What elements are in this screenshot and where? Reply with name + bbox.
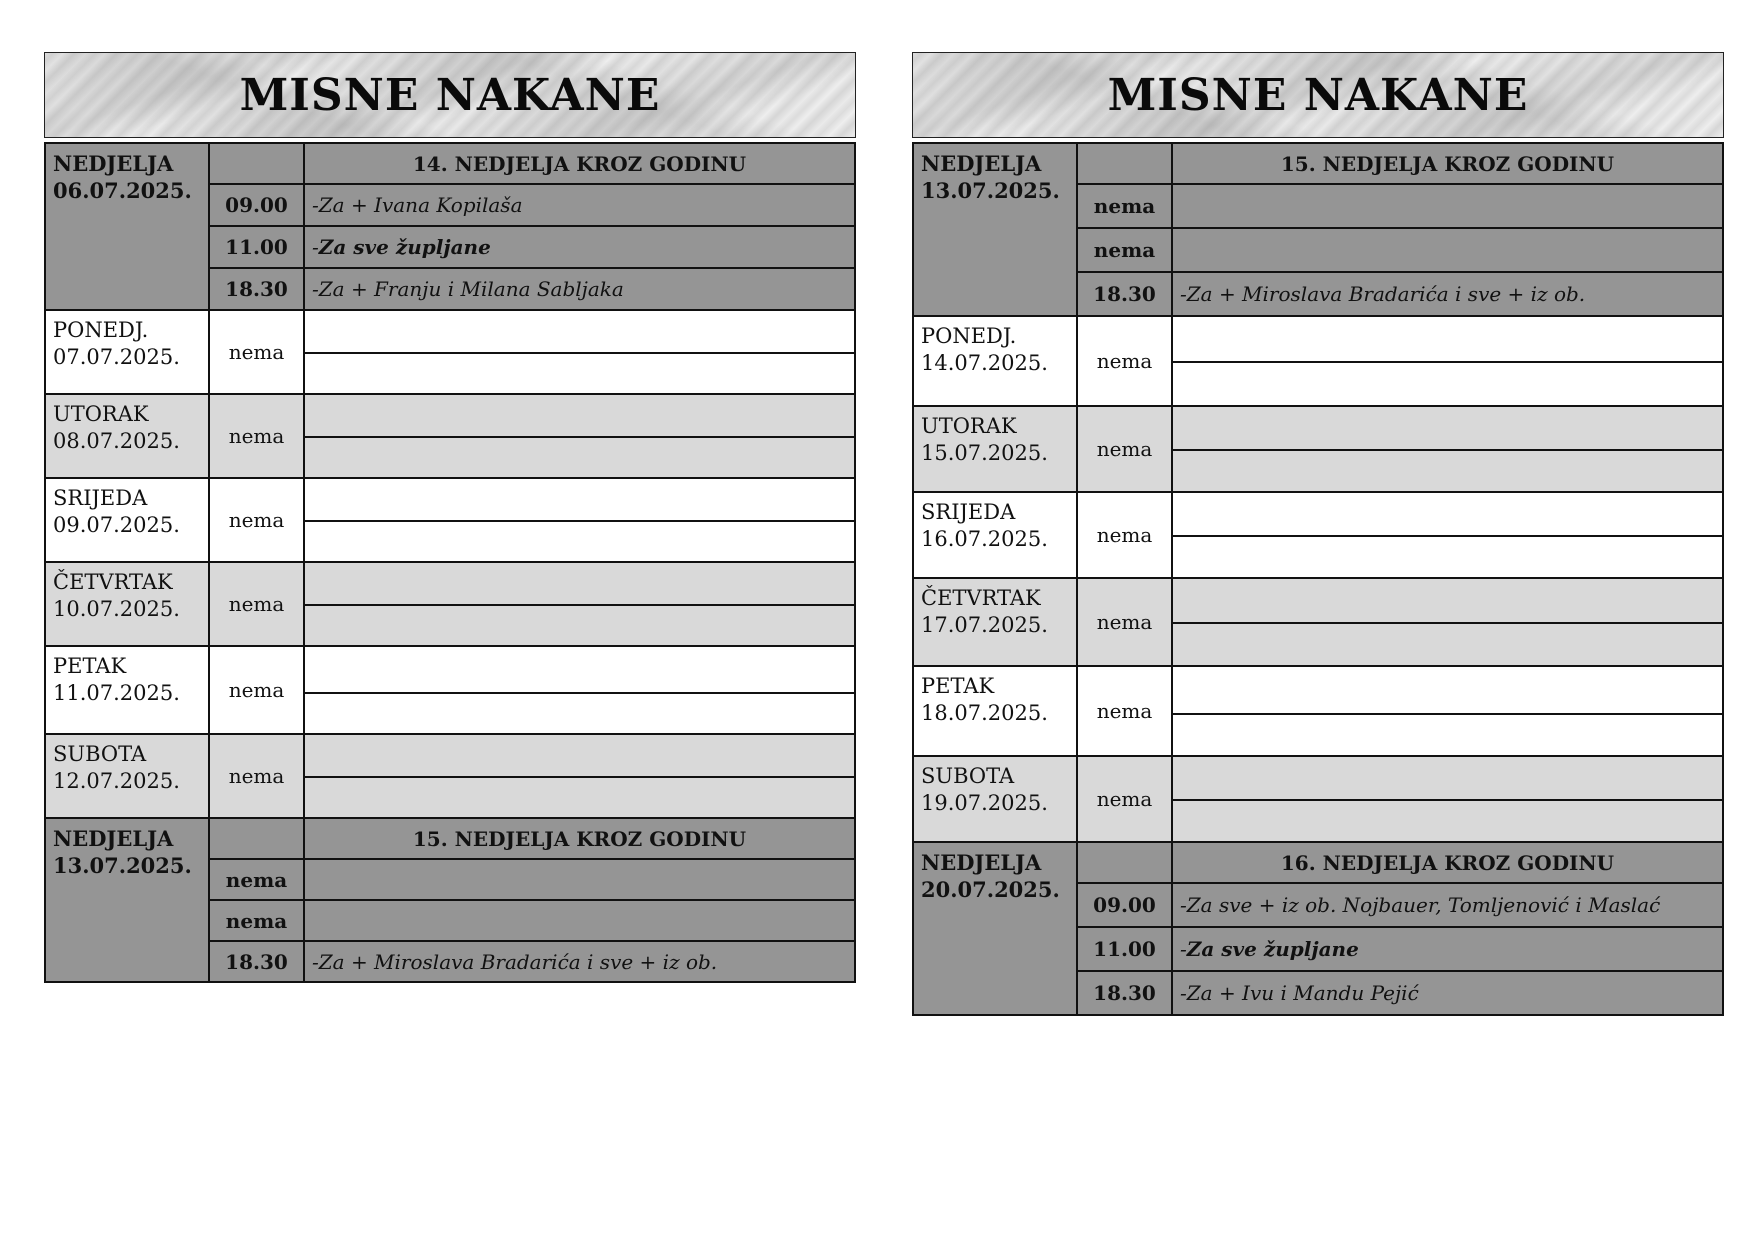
mass-time: nema [1078,579,1173,665]
mass-time: nema [1078,667,1173,755]
day-name: PETAK [921,674,995,698]
intention-column [1173,144,1722,315]
intention-line [305,647,854,692]
intention-line [305,520,854,561]
day-cell [914,667,1078,755]
day-cell [914,843,1078,1014]
day-name: PONEDJ. [53,318,149,342]
mass-time: 18.30 [210,940,303,981]
day-name: NEDJELJA [53,151,174,176]
intention-column [305,563,854,645]
intention-line [1173,579,1722,622]
day-cell [46,479,210,561]
day-name: SRIJEDA [921,500,1016,524]
header-spacer [1078,144,1171,183]
day-date: 08.07.2025. [53,429,180,453]
mass-intention [1173,227,1722,271]
mass-time: 09.00 [210,183,303,225]
intention-line [1173,361,1722,405]
mass-time: nema [210,858,303,899]
day-cell [914,144,1078,315]
weekday-block [914,577,1722,665]
day-cell [914,407,1078,491]
day-date: 12.07.2025. [53,769,180,793]
sunday-block [914,841,1722,1014]
mass-time: nema [1078,493,1173,577]
weekday-block [914,491,1722,577]
intention-column [1173,667,1722,755]
day-cell [914,317,1078,405]
intention-line [305,604,854,645]
intention-line [1173,449,1722,491]
intention-line [1173,667,1722,713]
day-cell [914,757,1078,841]
day-cell [46,563,210,645]
day-name: NEDJELJA [921,850,1042,875]
time-column [210,819,305,981]
mass-time: nema [210,479,305,561]
mass-time: 18.30 [1078,271,1171,315]
day-date: 17.07.2025. [921,613,1048,637]
intention-column [1173,493,1722,577]
day-date: 16.07.2025. [921,527,1048,551]
title-banner [912,52,1724,138]
intention-line [305,776,854,817]
day-cell [46,819,210,981]
header-spacer [1078,843,1171,882]
weekday-block [914,405,1722,491]
mass-intention: - Za + Ivu i Mandu Pejić [1173,970,1722,1014]
time-column [210,144,305,309]
week-table [44,142,856,983]
intention-line [1173,757,1722,799]
day-cell [46,395,210,477]
weekday-block [914,665,1722,755]
day-name: SRIJEDA [53,486,148,510]
mass-intention [305,858,854,899]
mass-intention: - Za sve župljane [1173,926,1722,970]
intention-column [1173,757,1722,841]
page-title: MISNE NAKANE [239,69,661,121]
intention-line [305,692,854,733]
weekday-block [46,393,854,477]
day-name: PONEDJ. [921,324,1017,348]
weekday-block [46,477,854,561]
intention-column [305,144,854,309]
weekday-block [46,309,854,393]
mass-time: nema [210,395,305,477]
day-name: NEDJELJA [53,826,174,851]
mass-time: 11.00 [1078,926,1171,970]
mass-time: 18.30 [210,267,303,309]
intention-column [305,479,854,561]
day-date: 07.07.2025. [53,345,180,369]
intention-line [305,352,854,393]
mass-time: nema [210,311,305,393]
mass-intention: - Za sve župljane [305,225,854,267]
intention-line [305,479,854,520]
day-date: 09.07.2025. [53,513,180,537]
day-date: 14.07.2025. [921,351,1048,375]
day-date: 15.07.2025. [921,441,1048,465]
sunday-header: 15. NEDJELJA KROZ GODINU [1280,151,1615,176]
weekday-block [914,755,1722,841]
weekday-block [914,315,1722,405]
intention-column [1173,579,1722,665]
intention-line [1173,407,1722,449]
mass-time: nema [210,647,305,733]
mass-intention: - Za + Franju i Milana Sabljaka [305,267,854,309]
day-name: UTORAK [53,402,149,426]
mass-time: nema [210,735,305,817]
mass-time: nema [1078,407,1173,491]
intention-column [1173,407,1722,491]
weekday-block [46,561,854,645]
weekday-block [46,733,854,817]
mass-time: nema [1078,227,1171,271]
intention-column [305,647,854,733]
day-date: 11.07.2025. [53,681,180,705]
mass-time: nema [210,899,303,940]
intention-line [305,735,854,776]
mass-intention [1173,183,1722,227]
intention-column [305,819,854,981]
sunday-block [914,144,1722,315]
sunday-header: 16. NEDJELJA KROZ GODINU [1280,850,1615,875]
day-name: PETAK [53,654,127,678]
sunday-block [46,144,854,309]
day-date: 19.07.2025. [921,791,1048,815]
day-name: ČETVRTAK [921,586,1041,610]
day-cell [46,311,210,393]
day-date: 06.07.2025. [53,178,192,203]
day-name: NEDJELJA [921,151,1042,176]
intention-line [305,395,854,436]
intention-line [305,436,854,477]
intention-line [1173,317,1722,361]
day-name: UTORAK [921,414,1017,438]
mass-time: 09.00 [1078,882,1171,926]
title-banner [44,52,856,138]
day-cell [914,579,1078,665]
day-name: ČETVRTAK [53,570,173,594]
mass-time: nema [1078,183,1171,227]
time-column [1078,843,1173,1014]
mass-time: 11.00 [210,225,303,267]
day-date: 13.07.2025. [921,178,1060,203]
intention-line [1173,493,1722,535]
day-date: 20.07.2025. [921,877,1060,902]
intention-line [305,311,854,352]
intention-line [1173,713,1722,755]
intention-column [305,735,854,817]
week-table [912,142,1724,1016]
mass-intention: - Za + Miroslava Bradarića i sve + iz ob. [305,940,854,981]
mass-time: nema [210,563,305,645]
weekday-block [46,645,854,733]
intention-column [1173,843,1722,1014]
intention-column [305,311,854,393]
intention-line [305,563,854,604]
mass-time: nema [1078,317,1173,405]
header-spacer [210,819,303,858]
mass-intention: - Za sve + iz ob. Nojbauer, Tomljenović i Maslać [1173,882,1722,926]
day-name: SUBOTA [53,742,147,766]
page-title: MISNE NAKANE [1107,69,1529,121]
header-spacer [210,144,303,183]
schedule-panel-left [44,52,856,983]
sunday-header: 14. NEDJELJA KROZ GODINU [412,151,747,176]
day-name: SUBOTA [921,764,1015,788]
mass-time: nema [1078,757,1173,841]
sunday-block [46,817,854,981]
mass-time: 18.30 [1078,970,1171,1014]
day-date: 18.07.2025. [921,701,1048,725]
day-date: 13.07.2025. [53,853,192,878]
sunday-header: 15. NEDJELJA KROZ GODINU [412,826,747,851]
schedule-panel-right [912,52,1724,1016]
mass-intention: - Za + Ivana Kopilaša [305,183,854,225]
day-cell [46,735,210,817]
intention-column [1173,317,1722,405]
day-cell [914,493,1078,577]
day-cell [46,647,210,733]
intention-column [305,395,854,477]
day-cell [46,144,210,309]
day-date: 10.07.2025. [53,597,180,621]
intention-line [1173,622,1722,665]
mass-intention [305,899,854,940]
intention-line [1173,535,1722,577]
mass-intention: - Za + Miroslava Bradarića i sve + iz ob. [1173,271,1722,315]
intention-line [1173,799,1722,841]
time-column [1078,144,1173,315]
